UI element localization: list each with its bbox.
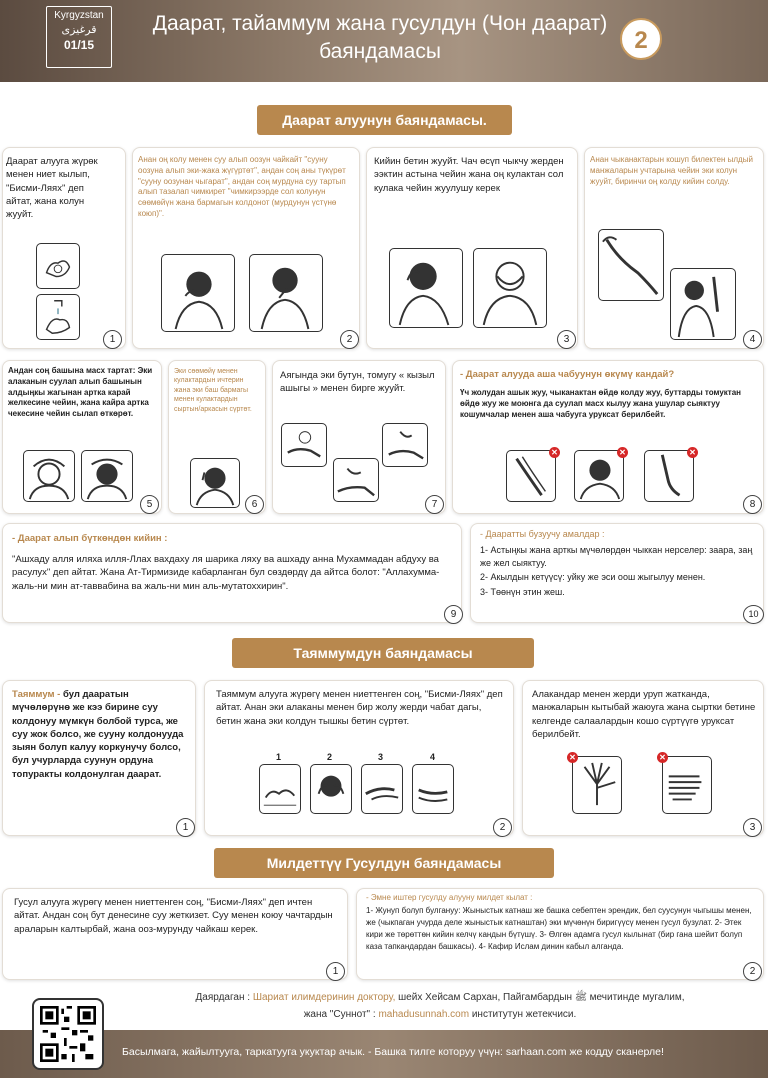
tayammum-hand-illustration	[361, 764, 403, 814]
prohibited-x-icon: ✕	[687, 447, 698, 458]
wudu-card-9-heading: - Даарат алып бүткөндөн кийин :	[12, 533, 168, 544]
tayammum-step-3: 3	[743, 818, 762, 837]
ear-wipe-illustration	[190, 458, 240, 508]
wudu-card-8-text: Үч жолудан ашык жуу, чыканактан өйдө колду жуу, буттарды томуктан өйдө жуу же моюнга да суулап масх кылуу жана ушулар сыяктуу кошумчалар менен аша чабууга уруксат берилбейт.	[460, 388, 741, 419]
tayammum-strike-illustration	[259, 764, 301, 814]
step-number-3: 3	[557, 330, 576, 349]
tayammum-card-2-text: Таяммум алууга жүрөгү менен ниеттенген соң, "Бисми-Ляях" деп айтат. Анан эки алаканы менен бир жолу жерди чабат дагы, бетин жана эки колдун тышкы бетин сүртөт.	[216, 689, 503, 727]
head-wipe-illustration	[23, 450, 75, 502]
step-number-2: 2	[340, 330, 359, 349]
tayammum-section-title: Таяммумдун баяндамасы	[232, 638, 534, 668]
country-badge	[46, 6, 112, 68]
wudu-card-2-text: Анан оң колу менен суу алып оозун чайкайт "сууну оозуна алып эки-жака жүгүртөт", андан соң аны түкүрөт "сууну оозунан чыгарат", андан соң мурдуна суу тартып алып тазалап чимкирет "чимкирээрде сол колунун сөөмөйүн жана бармагын колдонот (мурдунун үстүнө коюп)".	[138, 155, 346, 218]
ghusl-step-2: 2	[743, 962, 762, 981]
arm-overwash-illustration	[506, 450, 556, 502]
step-number-8: 8	[743, 495, 762, 514]
arm-wash-illustration-2	[670, 268, 736, 340]
prohibited-x-icon: ✕	[657, 752, 668, 763]
step-number-6: 6	[245, 495, 264, 514]
foot-wash-illustration	[281, 423, 327, 467]
step-number-10: 10	[743, 605, 764, 624]
ghusl-card-2-text: 1- Жунуп болуп булгануу: Жыныстык катнаш же башка себептен эрендик, бел суусунун чыгышы менен, же (чыкпаган учурда деле жыныстык катнаштан) эки мүчөнүн биригүүсү менен гусул бузулат. 2- Этек кири же төрөттөн кийин келчү кандын бүтүшү. 3- Өлгөн адамга гусул кылынат (бир гана шейит болуп каза тапкандардан башкасы). 4- Кафир Ислам динин кабыл алганда.	[366, 906, 752, 951]
wudu-card-1-text: Даарат алууга жүрөк менен ниет кылып, "Бисми-Ляях" деп айтат, жана колун жууйт.	[6, 156, 98, 221]
tayammum-card-3-text: Алакандар менен жерди уруп жатканда, манжаларын кытыбай жаюуга жана сыртки бетине келгенде салаалардын кошо сүртүүгө уруксат берилбейт.	[532, 689, 756, 740]
institute-link[interactable]: mahadusunnah.com	[378, 1009, 470, 1020]
ghusl-card-1-text: Гусул алууга жүрөгү менен ниеттенген соң, "Бисми-Ляях" деп ичтен айтат. Андан соң бут денесине суу жеткизет. Суу менен коюу чачтардын араларын калтырбай, жана ооз-мурунду чайкаш керек.	[14, 897, 333, 935]
wudu-card-10-item-3: 3- Төөнүн этин жеш.	[480, 587, 565, 597]
step-number-4: 4	[743, 330, 762, 349]
wudu-card-4-text: Анан чыканактарын кошуп билектен ылдый манжаларын учтарына чейин эки колун жууйт, биринчи оң колду кийин солду.	[590, 155, 753, 186]
ghusl-step-1: 1	[326, 962, 345, 981]
author-credit-line-1	[120, 991, 760, 1005]
neck-wipe-illustration	[574, 450, 624, 502]
face-wash-illustration-2	[473, 248, 547, 328]
step-number-1: 1	[103, 330, 122, 349]
hand-wash-illustration	[36, 294, 80, 340]
tayammum-hand-illustration-2	[412, 764, 454, 814]
head-wipe-illustration-2	[81, 450, 133, 502]
badge-page: 01/15	[63, 38, 95, 53]
page-title: Даарат, тайаммум жана гусулдун (Чон даарат) баяндамасы	[152, 12, 608, 63]
face-wash-illustration	[389, 248, 463, 328]
tayammum-step-label-1: 1	[276, 752, 282, 762]
badge-country: Kyrgyzstan	[54, 10, 104, 21]
leg-overwash-illustration	[644, 450, 694, 502]
wudu-card-9-text: "Ашхаду алля иляха илля-Ллах вахдаху ля шарика ляху ва ашхаду анна Мухаммадан абдуху ва расулух" деп айтат. Жана Ат-Тирмизиде кабарланган бул сөздөрдү да айтса болот: "Аллахумма-жаль-ни мин ат-таввабина ва жаль-ни мин аль-мутатоххирин".	[12, 554, 440, 592]
qr-code-icon	[40, 1006, 96, 1062]
mouth-rinse-illustration	[161, 254, 235, 332]
step-number-7: 7	[425, 495, 444, 514]
prohibited-x-icon: ✕	[617, 447, 628, 458]
tayammum-step-label-2: 2	[327, 752, 333, 762]
badge-native: قرغیزی	[61, 22, 97, 36]
tayammum-step-2: 2	[493, 818, 512, 837]
wudu-card-8-heading: - Даарат алууда аша чабуунун өкүмү кандай?	[460, 369, 675, 380]
tayammum-term: Таяммум -	[12, 689, 61, 700]
institute-label: жана "Суннот" :	[303, 1009, 376, 1020]
wudu-card-7-text: Аягында эки бутун, томугу « кызыл ашыгы » менен бирге жууйт.	[280, 370, 435, 395]
wudu-card-10-item-2: 2- Акылдын кетүүсү: уйку же эси оош жыгылуу менен.	[480, 572, 706, 582]
arm-wash-illustration	[598, 229, 664, 301]
prohibited-x-icon: ✕	[549, 447, 560, 458]
page-number-badge: 2	[620, 18, 662, 60]
foot-wash-illustration-3	[333, 458, 379, 502]
spread-fingers-illustration	[572, 756, 622, 814]
ghusl-card-2-heading: - Эмне иштер гусулду алууну милдет кылат :	[366, 893, 533, 902]
foot-wash-illustration-2	[382, 423, 428, 467]
tayammum-definition: бул дааратын мүчөлөрүнө же кээ бирине суу колдонуу мүмкүн болбой турса, же суу жок болсо, же сууну колдонууда зыян болуп калуу коркунучу болсо, бул учурларда суунун ордуна топуракты колдонулган даарат.	[12, 689, 184, 780]
license-notice: Басылмага, жайылтууга, таркатууга укуктар ачык. - Башка тилге которуу үчүн: sarhaan.com же кодду сканерле!	[122, 1046, 664, 1058]
tayammum-step-label-4: 4	[430, 752, 436, 762]
step-number-9: 9	[444, 605, 463, 624]
finger-wipe-illustration	[662, 756, 712, 814]
prepared-rest: шейх Хейсам Сархан, Пайгамбардын ﷺ мечитинде мугалим,	[398, 992, 685, 1003]
wudu-card-10-heading: - Дааратты бузуучу амалдар :	[480, 529, 605, 539]
wudu-card-5-text: Андан соң башына масх тартат: Эки алаканын суулап алып башынын алдыңкы жагынан артка карай желкесине чейин, жана кайра артка чекесине чейин сылап өткөрөт.	[8, 366, 153, 419]
tayammum-card-1-text	[12, 688, 186, 781]
wudu-card-3-text: Кийин бетин жууйт. Чач өсүп чыкчу жерден ээктин астына чейин жана оң кулактан сол кулака чейин жуулушу керек	[374, 156, 564, 194]
wudu-card-10-item-1: 1- Астыңкы жана арткы мүчөлөрдөн чыккан нерселер: заара, заң же жел сыяктуу.	[480, 545, 753, 568]
author-credit-line-2	[120, 1009, 760, 1020]
tayammum-step-1: 1	[176, 818, 195, 837]
prepared-highlight: Шариат илимдеринин доктору,	[252, 992, 396, 1003]
wudu-card-6-text: Эки сөөмөйү менен кулактардын ичтерин жана эки баш бармагы менен кулактардын сыртын/аркасын сүртөт.	[174, 368, 252, 413]
institute-role: институтун жетекчиси.	[471, 1009, 577, 1020]
tayammum-face-illustration	[310, 764, 352, 814]
step-number-5: 5	[140, 495, 159, 514]
wudu-section-title: Даарат алуунун баяндамасы.	[257, 105, 512, 135]
ghusl-section-title: Милдеттүү Гусулдун баяндамасы	[214, 848, 554, 878]
hand-rinse-illustration	[36, 243, 80, 289]
nose-rinse-illustration	[249, 254, 323, 332]
qr-code[interactable]	[32, 998, 104, 1070]
tayammum-step-label-3: 3	[378, 752, 384, 762]
prepared-label: Даярдаган :	[195, 992, 251, 1003]
prohibited-x-icon: ✕	[567, 752, 578, 763]
